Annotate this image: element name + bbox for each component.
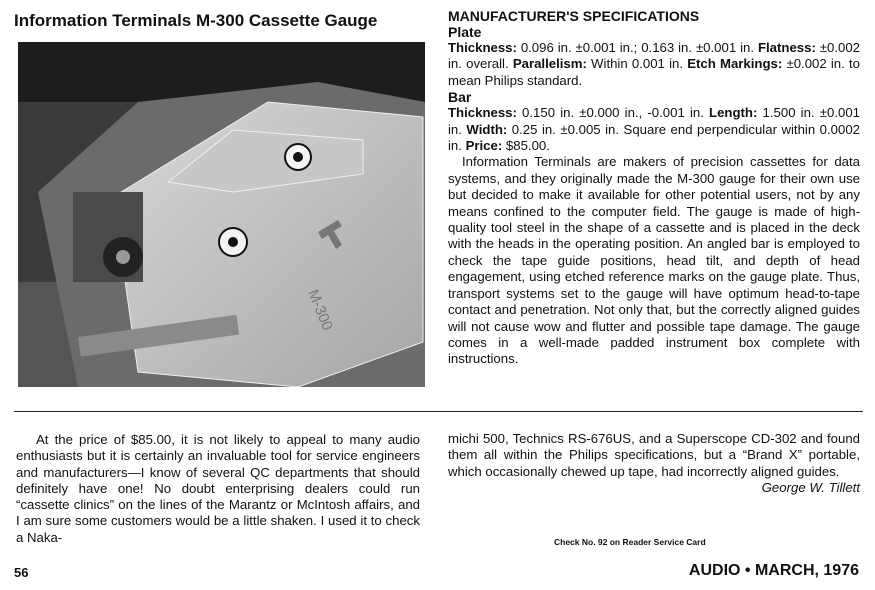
body-paragraph-right: Information Terminals are makers of precision cassettes for data systems, and they originally made the M-300 gauge for their own use but decided to make it available for other potential users, not by any means confined to the computer field. The gauge is made of high-quality tool steel in the shape of a cassette and is placed in the deck with the heads in the operating position. An angled bar is employed to check the tape guide positions, head tilt, and depth of head engagement, using etched reference marks on the gauge plate. Thus, transport systems set to the gauge will have optimum head-to-tape contact and penetration. Not only that, but the correctly aligned guides will not cause wow and flutter and possible tape damage. The gauge comes in a well-made padded instrument box complete with instructions.: [448, 154, 860, 367]
spec-value: $85.00.: [502, 138, 550, 154]
bar-subheading: Bar: [448, 89, 472, 106]
spec-value: 0.096 in. ±0.001 in.; 0.163 in. ±0.001 in.: [516, 40, 758, 55]
photo-label: M-300: [304, 287, 336, 333]
spec-key: Flatness:: [757, 40, 816, 55]
spec-value: ±0.002 in. to mean Philips standard.: [448, 56, 860, 88]
body-paragraph-continued: [448, 431, 860, 496]
continued-text: michi 500, Technics RS-676US, and a Superscope CD-302 and found them all within the Philips specifications, but a “Brand X” portable, which occasionally chewed up tape, had incorrectly aligned guides.: [448, 431, 860, 479]
divider-rule: [14, 411, 863, 412]
spec-key: Thickness:: [448, 40, 517, 55]
spec-value: Within 0.001 in.: [586, 56, 688, 72]
spec-key: Width:: [466, 121, 508, 137]
plate-specs: [448, 40, 860, 89]
spec-value: 0.150 in. ±0.000 in., -0.001 in.: [516, 105, 710, 121]
bar-specs: [448, 105, 860, 154]
spec-value: 1.500 in. ±0.001 in.: [448, 105, 860, 137]
product-photo: [18, 42, 425, 387]
spec-key: Thickness:: [448, 105, 517, 121]
spec-key: Etch Markings:: [687, 56, 783, 72]
specs-heading: MANUFACTURER'S SPECIFICATIONS: [448, 8, 700, 24]
plate-subheading: Plate: [448, 24, 482, 40]
spec-key: Length:: [709, 105, 758, 121]
magazine-footer: AUDIO • MARCH, 1976: [688, 562, 859, 579]
specifications-column: [448, 8, 860, 368]
reader-service-note: Check No. 92 on Reader Service Card: [554, 537, 706, 547]
spec-key: Parallelism:: [512, 56, 587, 72]
article-title: Information Terminals M-300 Cassette Gauge: [14, 11, 378, 30]
author-signature: George W. Tillett: [761, 479, 860, 495]
page-number: 56: [14, 565, 29, 580]
spec-value: 0.25 in. ±0.005 in. Square end perpendicular within 0.0002 in.: [448, 121, 860, 154]
body-paragraph-left: At the price of $85.00, it is not likely to appeal to many audio enthusiasts but it is certainly an invaluable tool for service engineers and manufacturers—I know of several QC departments that should definitely have one! No doubt enterprising dealers could run “cassette clinics” on the lines of the Marantz or McIntosh affairs, and I am sure some customers would be a little shaken. I used it to check a Naka-: [16, 432, 420, 545]
spec-value: ±0.002 in. overall.: [448, 40, 860, 72]
spec-key: Price:: [465, 138, 503, 154]
